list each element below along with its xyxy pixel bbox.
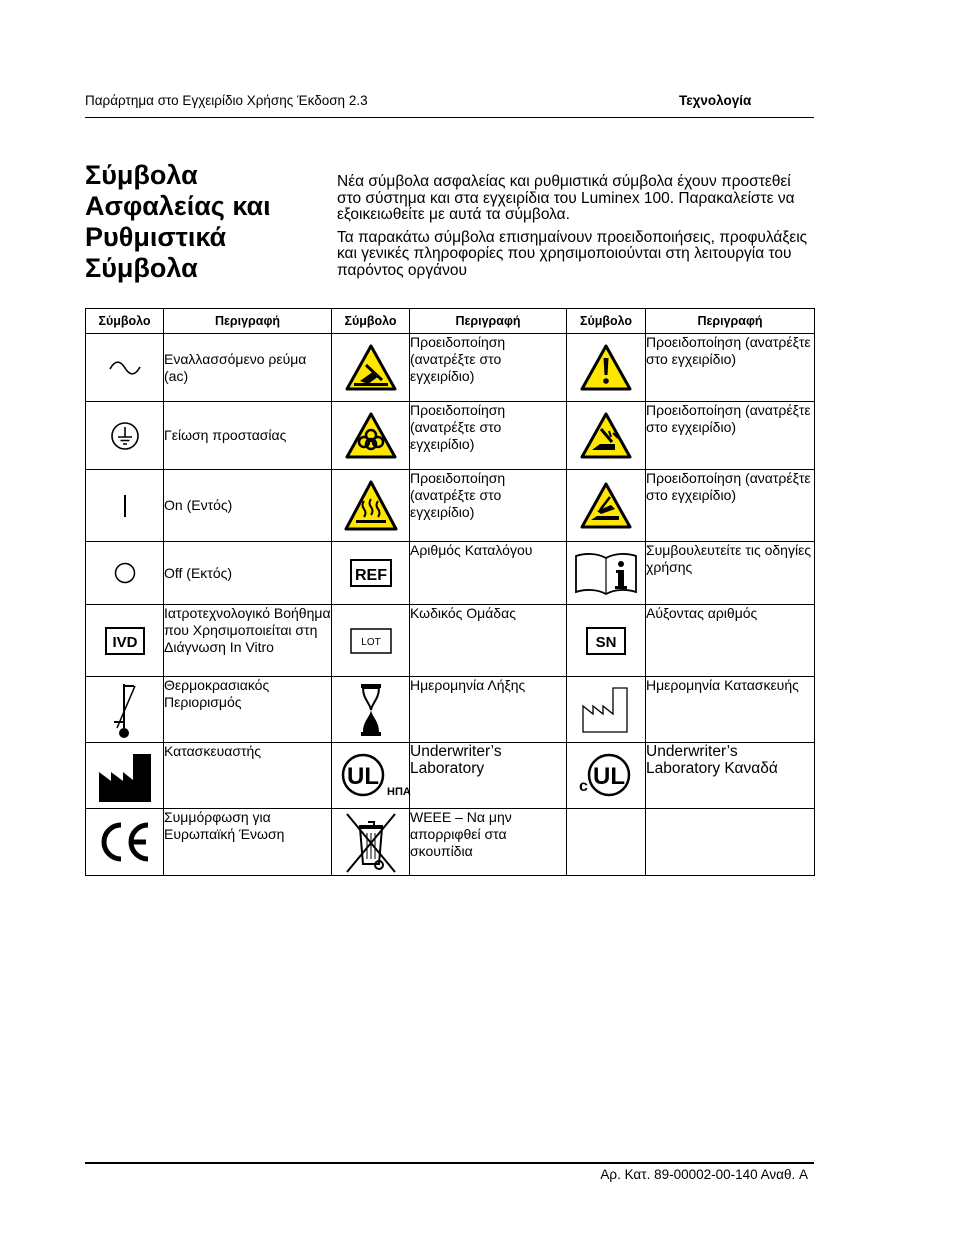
ul-label: UL [593, 762, 625, 790]
batch-code-icon [332, 605, 410, 677]
alternating-current-icon [86, 334, 164, 402]
catalog-number-icon [332, 542, 410, 605]
symbol-description: Προειδοποίηση (ανατρέξτε στο εγχειρίδιο) [646, 470, 815, 542]
ul-country-label: ΗΠΑ [386, 785, 411, 798]
symbol-description: Underwriter’s Laboratory Καναδά [646, 743, 815, 809]
column-header: Περιγραφή [164, 309, 332, 334]
symbol-description: Εναλλασσόμενο ρεύμα (ac) [164, 334, 332, 402]
sn-label: SN [595, 633, 617, 651]
symbol-description: Γείωση προστασίας [164, 402, 332, 470]
table-row [86, 334, 815, 402]
symbol-description: Off (Εκτός) [164, 542, 332, 605]
ul-c-label: c [579, 777, 588, 795]
footer-catalog-number: Αρ. Κατ. 89-00002-00-140 Αναθ. A [600, 1167, 808, 1182]
table-header-row [86, 309, 815, 334]
empty-cell [567, 809, 646, 876]
table-row [86, 470, 815, 542]
temperature-limit-icon [86, 677, 164, 743]
serial-number-icon [567, 605, 646, 677]
ul-label: UL [346, 762, 379, 790]
hand-crush-warning-icon [332, 334, 410, 402]
ivd-icon [86, 605, 164, 677]
symbol-description: Προειδοποίηση (ανατρέξτε στο εγχειρίδιο) [410, 470, 567, 542]
column-header: Σύμβολο [86, 309, 164, 334]
footer-rule [85, 1162, 814, 1164]
ivd-label: IVD [111, 633, 138, 651]
header-left: Παράρτημα στο Εγχειρίδιο Χρήσης Έκδοση 2.3 [85, 93, 368, 108]
lot-label: LOT [360, 636, 381, 648]
hourglass-expiry-icon [332, 677, 410, 743]
symbol-description: Αύξοντας αριθμός [646, 605, 815, 677]
symbol-description: Συμβουλευτείτε τις οδηγίες χρήσης [646, 542, 815, 605]
page-title [85, 160, 325, 284]
ul-canada-icon [567, 743, 646, 809]
title-line: Ρυθμιστικά [85, 222, 227, 252]
symbol-description: Προειδοποίηση (ανατρέξτε στο εγχειρίδιο) [646, 334, 815, 402]
weee-bin-icon [332, 809, 410, 876]
intro-paragraph: Νέα σύμβολα ασφαλείας και ρυθμιστικά σύμβολα έχουν προστεθεί στο σύστημα και στα εγχειρίδια του Luminex 100. Παρακαλείστε να εξοικειωθείτε με αυτά τα σύμβολα. [337, 173, 795, 223]
table-row [86, 677, 815, 743]
symbol-description: Συμμόρφωση για Ευρωπαϊκή Ένωση [164, 809, 332, 876]
date-of-manufacture-icon [567, 677, 646, 743]
manufacturer-icon [86, 743, 164, 809]
column-header: Σύμβολο [567, 309, 646, 334]
intro-paragraph: Τα παρακάτω σύμβολα επισημαίνουν προειδοποιήσεις, προφυλάξεις και γενικές πληροφορίες που χρησιμοποιούνται στη λειτουργία του παρόντος οργάνου [337, 228, 808, 279]
symbol-description: WEEE – Να μην απορριφθεί στα σκουπίδια [410, 809, 567, 876]
biohazard-warning-icon [332, 402, 410, 470]
column-header: Περιγραφή [410, 309, 567, 334]
symbol-description: Αριθμός Καταλόγου [410, 542, 567, 605]
ref-label: REF [354, 567, 387, 584]
empty-cell [646, 809, 815, 876]
symbol-description: Προειδοποίηση (ανατρέξτε στο εγχειρίδιο) [646, 402, 815, 470]
symbol-description: Underwriter’s Laboratory [410, 743, 567, 809]
header-rule [85, 117, 814, 118]
consult-instructions-icon [567, 542, 646, 605]
header-right: Τεχνολογία [679, 93, 752, 108]
symbol-description: Ιατροτεχνολογικό Βοήθημα που Χρησιμοποιείται στη Διάγνωση In Vitro [164, 605, 332, 677]
column-header: Περιγραφή [646, 309, 815, 334]
general-warning-icon [567, 334, 646, 402]
power-on-icon [86, 470, 164, 542]
title-line: Ασφαλείας και [85, 191, 271, 221]
table-row [86, 402, 815, 470]
symbol-description: Προειδοποίηση (ανατρέξτε στο εγχειρίδιο) [410, 334, 567, 402]
sharp-object-warning-icon [567, 402, 646, 470]
table-row [86, 605, 815, 677]
title-line: Σύμβολα [85, 160, 198, 190]
symbols-table [85, 308, 815, 876]
intro-text [337, 174, 817, 285]
title-line: Σύμβολα [85, 253, 198, 283]
symbol-description: Θερμοκρασιακός Περιορισμός [164, 677, 332, 743]
table-row [86, 743, 815, 809]
symbol-description: Προειδοποίηση (ανατρέξτε στο εγχειρίδιο) [410, 402, 567, 470]
symbol-description: Ημερομηνία Λήξης [410, 677, 567, 743]
symbol-description: Κωδικός Ομάδας [410, 605, 567, 677]
symbol-description: Κατασκευαστής [164, 743, 332, 809]
pinch-point-warning-icon [567, 470, 646, 542]
table-row [86, 809, 815, 876]
ce-mark-icon [86, 809, 164, 876]
symbol-description: On (Εντός) [164, 470, 332, 542]
column-header: Σύμβολο [332, 309, 410, 334]
ul-us-icon [332, 743, 410, 809]
symbol-description: Ημερομηνία Κατασκευής [646, 677, 815, 743]
power-off-icon [86, 542, 164, 605]
table-row [86, 542, 815, 605]
protective-earth-icon [86, 402, 164, 470]
hot-surface-warning-icon [332, 470, 410, 542]
